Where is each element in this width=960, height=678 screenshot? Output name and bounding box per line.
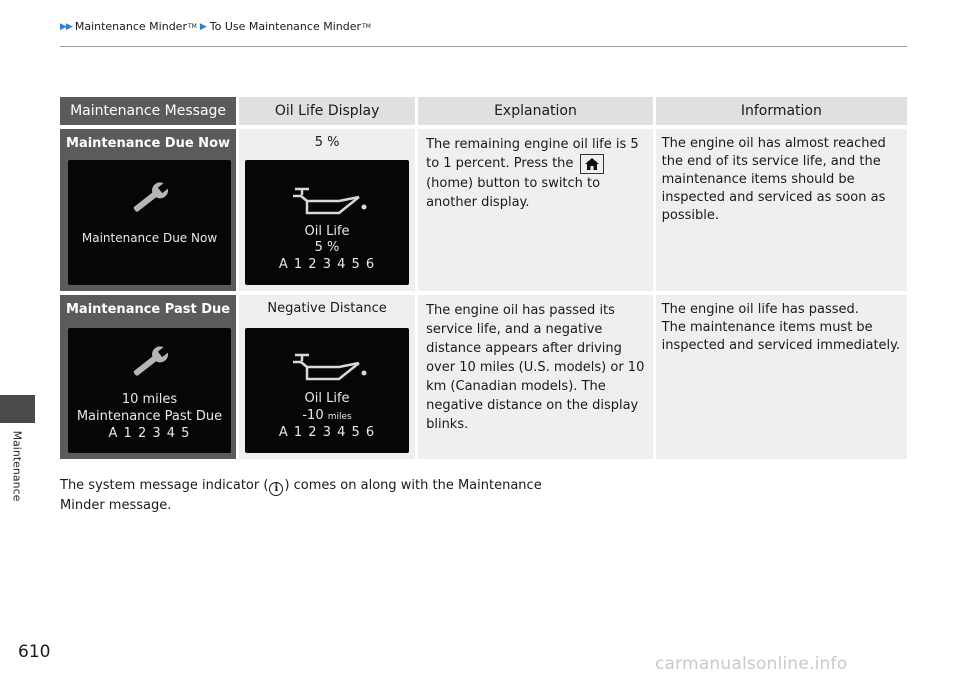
header-explanation: Explanation xyxy=(418,97,652,125)
breadcrumb-part1[interactable]: Maintenance Minder xyxy=(74,20,187,33)
oil-life-value: -10 xyxy=(302,408,324,423)
display-screen xyxy=(68,328,231,453)
oil-life-label: 5 % xyxy=(314,135,340,150)
oil-life-value: 5 % xyxy=(314,240,340,255)
maintenance-codes: A 1 2 3 4 5 6 xyxy=(278,257,376,272)
message-cell xyxy=(60,295,236,459)
table-row xyxy=(60,129,907,291)
explanation-cell xyxy=(418,295,653,459)
oil-life-unit: miles xyxy=(327,412,352,422)
maintenance-table xyxy=(60,97,907,459)
section-label: Maintenance xyxy=(10,430,24,502)
header-information: Information xyxy=(656,97,907,125)
section-tab xyxy=(0,395,35,423)
display-screen xyxy=(245,328,409,453)
explanation-cell xyxy=(418,129,653,291)
body-paragraph xyxy=(60,476,580,516)
footer-text: The system message indicator ( xyxy=(60,478,269,493)
information-text: The engine oil life has passed. xyxy=(661,302,859,317)
footer-text: ) comes on along with the Maintenance Minder message. xyxy=(60,478,542,513)
maintenance-codes: A 1 2 3 4 5 xyxy=(108,426,191,441)
screen-message: Maintenance Past Due xyxy=(76,409,223,424)
breadcrumb-part2[interactable]: To Use Maintenance Minder xyxy=(209,20,361,33)
home-icon xyxy=(580,154,604,174)
trademark-sup: TM xyxy=(187,23,197,30)
wrench-icon xyxy=(125,343,173,383)
oil-can-icon xyxy=(289,345,369,385)
message-label: Maintenance Past Due xyxy=(65,302,231,317)
header-divider xyxy=(60,46,907,47)
explanation-text: The remaining engine oil life is 5 to 1 percent. Press the xyxy=(426,137,639,171)
header-oil-life-display: Oil Life Display xyxy=(239,97,415,125)
oil-can-icon xyxy=(289,179,369,219)
wrench-icon xyxy=(125,179,173,219)
oil-life-cell xyxy=(239,295,415,459)
maintenance-codes: A 1 2 3 4 5 6 xyxy=(278,425,376,440)
oil-life-value-row xyxy=(245,408,409,425)
info-icon: i xyxy=(269,482,283,496)
screen-message: Maintenance Due Now xyxy=(81,231,218,245)
message-cell xyxy=(60,129,236,291)
information-cell xyxy=(656,295,907,459)
information-text: The engine oil has almost reached the end of its service life, and the maintenance items should be inspected and serviced as soon as possible. xyxy=(661,136,886,223)
display-screen xyxy=(245,160,409,285)
display-screen xyxy=(68,160,231,285)
page-number: 610 xyxy=(18,642,51,662)
double-arrow-icon: ▶▶ xyxy=(60,21,72,32)
table-header xyxy=(60,97,907,125)
explanation-text: (home) button to switch to another display. xyxy=(426,176,601,210)
watermark: carmanualsonline.info xyxy=(655,654,848,674)
oil-life-cell xyxy=(239,129,415,291)
trademark-sup: TM xyxy=(362,23,371,30)
message-label: Maintenance Due Now xyxy=(66,136,231,151)
oil-life-title: Oil Life xyxy=(304,224,350,239)
breadcrumb xyxy=(60,20,371,33)
header-maintenance-message: Maintenance Message xyxy=(60,97,236,125)
information-cell xyxy=(656,129,907,291)
table-row xyxy=(60,295,907,459)
oil-life-title: Oil Life xyxy=(304,391,350,406)
arrow-icon: ▶ xyxy=(199,21,207,32)
information-text: The maintenance items must be inspected and serviced immediately. xyxy=(661,320,901,353)
oil-life-label: Negative Distance xyxy=(267,301,387,316)
explanation-text: The engine oil has passed its service life, and a negative distance appears after driving over 10 miles (U.S. models) or 10 km (Canadian models). The negative distance on the display blinks. xyxy=(426,303,645,432)
screen-distance: 10 miles xyxy=(121,392,178,407)
